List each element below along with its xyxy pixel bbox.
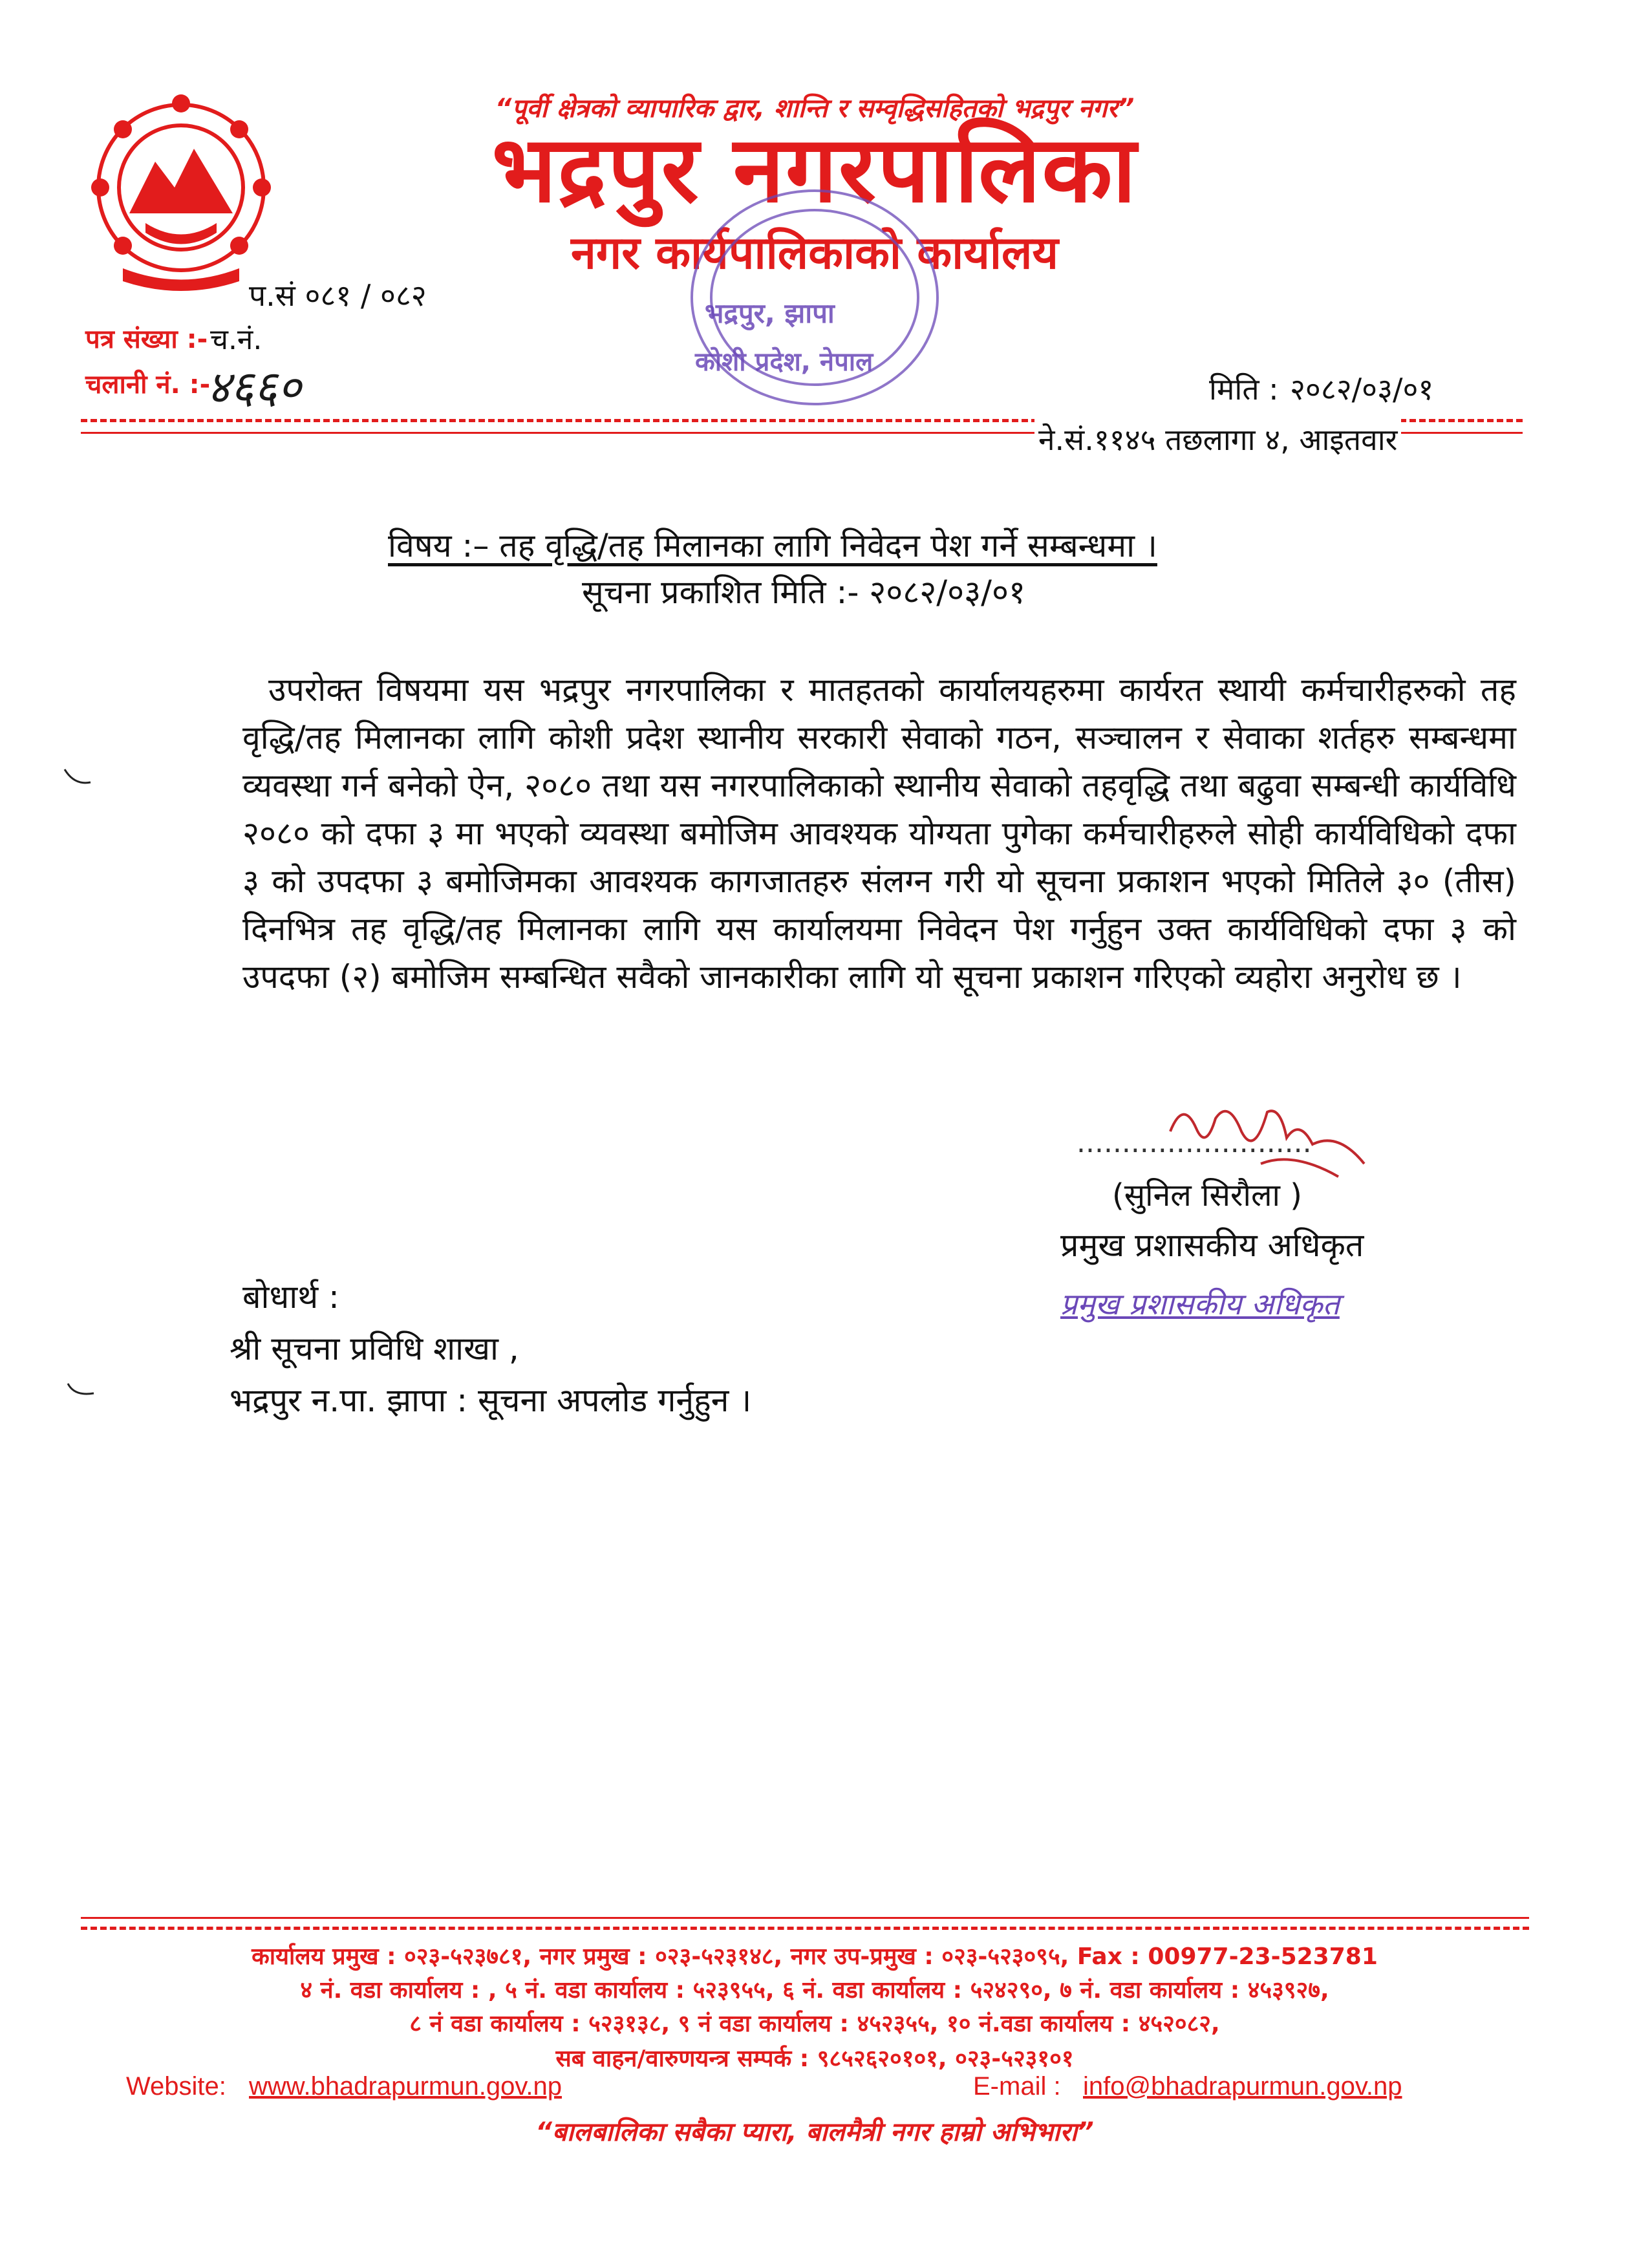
footer-slogan: “बालबालिका सबैका प्यारा, बालमैत्री नगर हाम्रो अभिभारा”: [535, 2117, 1094, 2147]
nepal-emblem-logo: [84, 84, 278, 297]
footer-contacts-1: कार्यालय प्रमुख : ०२३-५२३७८१, नगर प्रमुख : ०२३-५२३१४८, नगर उप-प्रमुख : ०२३-५२३०९५, Fax : 00977-23-523781: [252, 1943, 1378, 1970]
footer-contacts-2: ४ नं. वडा कार्यालय : , ५ नं. वडा कार्यालय : ५२३९५५, ६ नं. वडा कार्यालय : ५२४२९०, ७ नं. वडा कार्यालय : ४५३९२७,: [300, 1977, 1329, 2004]
date-label: मिति :: [1209, 372, 1279, 407]
cc-label: बोधार्थ :: [242, 1278, 339, 1316]
stamp-line-1: भद्रपुर, झापा: [705, 297, 835, 329]
email-label: E-mail :: [973, 2072, 1061, 2101]
cc-instruction: भद्रपुर न.पा. झापा : सूचना अपलोड गर्नुहुन ।: [230, 1382, 752, 1419]
notice-subject: विषय :– तह वृद्धि/तह मिलानका लागि निवेदन पेश गर्ने सम्बन्धमा ।: [388, 527, 1157, 564]
footer-contacts-4: सब वाहन/वारुणयन्त्र सम्पर्क : ९८५२६२०१०१, ०२३-५२३१०१: [555, 2046, 1074, 2072]
stamp-line-2: कोशी प्रदेश, नेपाल: [695, 347, 873, 377]
cc-recipient: श्री सूचना प्रविधि शाखा ,: [230, 1330, 519, 1367]
footer-divider-dashed: [81, 1927, 1529, 1930]
margin-mark: [61, 763, 94, 789]
date-value: २०८२/०३/०१: [1290, 372, 1434, 407]
nepal-sambat-date: ने.सं.११४५ तछलागा ४, आइतवार: [1034, 419, 1401, 459]
fiscal-year: प.सं ०८१ / ०८२: [249, 278, 427, 313]
ch-no-label: च.नं.: [210, 323, 262, 356]
patra-sankhya-label: पत्र संख्या :-: [85, 325, 208, 354]
signatory-name: (सुनिल सिरौला ): [1112, 1177, 1302, 1214]
footer-contacts-3: ८ नं वडा कार्यालय : ५२३१३८, ९ नं वडा कार्यालय : ४५२३५५, १० नं.वडा कार्यालय : ४५२०८२,: [409, 2011, 1220, 2037]
published-date: सूचना प्रकाशित मिति :- २०८२/०३/०१: [582, 573, 1025, 611]
org-name: भद्रपुर नगरपालिका: [491, 116, 1138, 223]
office-name: नगर कार्यपालिकाको कार्यालय: [570, 226, 1059, 279]
footer-divider: [81, 1917, 1529, 1919]
dispatch-number: ४६६०: [207, 361, 301, 414]
website-label: Website:: [126, 2072, 226, 2101]
designation-stamp: प्रमुख प्रशासकीय अधिकृत: [1060, 1287, 1340, 1321]
notice-body: उपरोक्त विषयमा यस भद्रपुर नगरपालिका र मातहतको कार्यालयहरुमा कार्यरत स्थायी कर्मचारीहरुको तह वृद्धि/तह मिलानका लागि कोशी प्रदेश स्थानीय सरकारी सेवाको गठन, सञ्चालन र सेवाका शर्तहरु सम्बन्धमा व्यवस्था गर्न बनेको ऐन, २०८० तथा यस नगरपालिकाको स्थानीय सेवाको तहवृद्धि तथा बढुवा सम्बन्धी कार्यविधि २०८० को दफा ३ मा भएको व्यवस्था बमोजिम आवश्यक योग्यता पुगेका कर्मचारीहरुले सोही कार्यविधिको दफा ३ को उपदफा ३ बमोजिमका आवश्यक कागजातहरु संलग्न गरी यो सूचना प्रकाशन भएको मितिले ३० (तीस) दिनभित्र तह वृद्धि/तह मिलानका लागि यस कार्यालयमा निवेदन पेश गर्नुहुन उक्त कार्यविधिको दफा ३ को उपदफा (२) बमोजिम सम्बन्धित सवैको जानकारीका लागि यो सूचना प्रकाशन गरिएको व्यहोरा अनुरोध छ ।: [242, 671, 1516, 996]
website-link[interactable]: www.bhadrapurmun.gov.np: [249, 2072, 562, 2101]
signatory-title: प्रमुख प्रशासकीय अधिकृत: [1060, 1226, 1364, 1264]
email-link[interactable]: info@bhadrapurmun.gov.np: [1083, 2072, 1402, 2101]
tagline: “पूर्वी क्षेत्रको व्यापारिक द्वार, शान्ति र सम्वृद्धिसहितको भद्रपुर नगर”: [495, 94, 1135, 123]
signature-line: ..........................: [1077, 1126, 1312, 1159]
margin-mark: [65, 1377, 97, 1403]
chalani-label: चलानी नं. :-: [85, 370, 211, 400]
